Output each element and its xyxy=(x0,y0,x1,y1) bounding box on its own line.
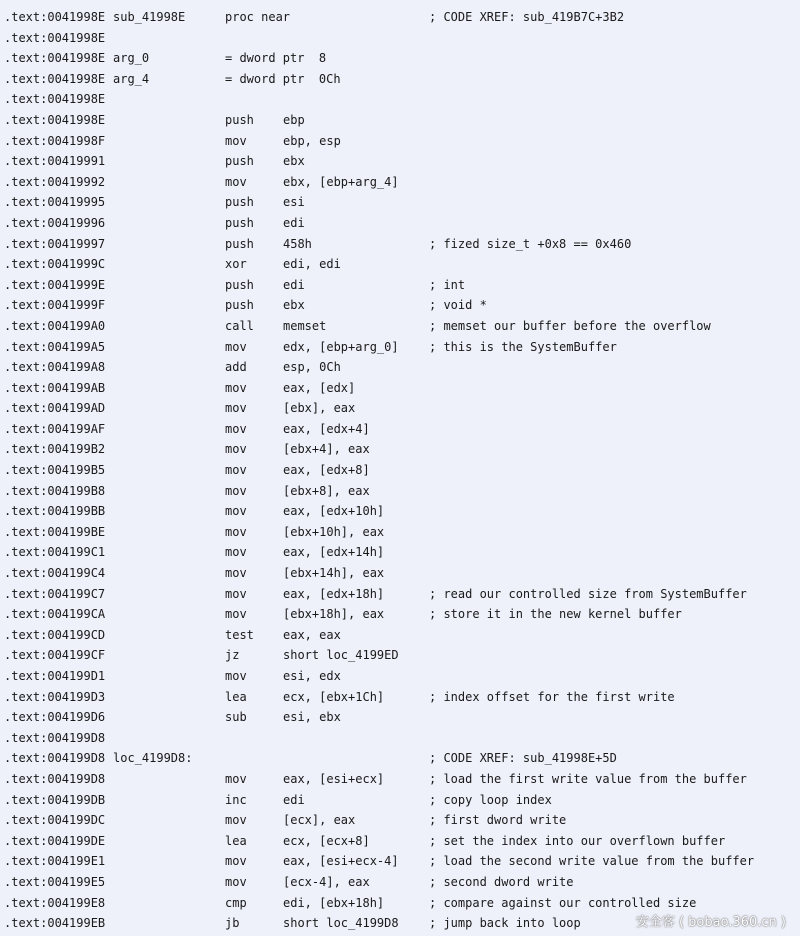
operand-text: esp, 0Ch xyxy=(283,360,341,375)
listing-row[interactable] xyxy=(0,769,800,790)
listing-row[interactable] xyxy=(0,234,800,255)
address-text: .text:004199D6 xyxy=(4,710,106,725)
comment-text: ; memset our buffer before the overflow xyxy=(429,318,711,333)
listing-row[interactable] xyxy=(0,172,800,193)
listing-row[interactable] xyxy=(0,110,800,131)
address-text: .text:004199AB xyxy=(4,380,106,395)
label-text: arg_4 xyxy=(113,71,150,86)
comment-text: ; CODE XREF: sub_419B7C+3B2 xyxy=(429,10,625,24)
mnemonic-text: mov xyxy=(225,566,247,581)
listing-row[interactable] xyxy=(0,28,800,49)
listing-row[interactable] xyxy=(0,790,800,811)
listing-row[interactable] xyxy=(0,522,800,543)
site-watermark: 安全客 ( bobao.360.cn ) xyxy=(635,915,786,930)
mnemonic-text: mov xyxy=(225,504,247,519)
address-text: .text:004199B5 xyxy=(4,463,106,478)
address-text: .text:004199E8 xyxy=(4,895,106,910)
address-text: .text:004199B8 xyxy=(4,483,106,498)
operand-text: ebx xyxy=(283,154,305,169)
address-text: .text:004199A0 xyxy=(4,318,106,333)
mnemonic-text: mov xyxy=(225,401,247,416)
listing-row[interactable] xyxy=(0,275,800,296)
listing-row[interactable] xyxy=(0,584,800,605)
address-text: .text:0041998E xyxy=(4,71,106,86)
listing-row[interactable] xyxy=(0,131,800,152)
address-text: .text:004199D1 xyxy=(4,669,106,683)
operand-text: 458h xyxy=(283,236,312,251)
comment-text: ; read our controlled size from SystemBuffer xyxy=(429,586,747,601)
listing-row[interactable] xyxy=(0,810,800,831)
listing-row[interactable] xyxy=(0,460,800,481)
mnemonic-text: mov xyxy=(225,854,247,869)
operand-text: short loc_4199D8 xyxy=(283,916,399,931)
comment-text: ; jump back into loop xyxy=(429,916,581,931)
operand-text: memset xyxy=(283,318,327,333)
label-text: arg_0 xyxy=(113,51,150,66)
operand-text: edx, [ebp+arg_0] xyxy=(283,339,399,354)
label-text: sub_41998E xyxy=(113,10,186,24)
listing-row[interactable] xyxy=(0,295,800,316)
listing-row[interactable] xyxy=(0,604,800,625)
mnemonic-text: mov xyxy=(225,463,247,478)
listing-row[interactable] xyxy=(0,337,800,358)
listing-row[interactable] xyxy=(0,254,800,275)
address-text: .text:004199D3 xyxy=(4,689,106,704)
address-text: .text:004199BB xyxy=(4,504,106,519)
address-text: .text:004199B2 xyxy=(4,442,106,457)
mnemonic-text: sub xyxy=(225,710,247,725)
mnemonic-text: mov xyxy=(225,874,247,889)
listing-row[interactable] xyxy=(0,357,800,378)
address-text: .text:004199DB xyxy=(4,792,106,807)
comment-text: ; compare against our controlled size xyxy=(429,895,697,910)
listing-row[interactable] xyxy=(0,151,800,172)
mnemonic-text: inc xyxy=(225,792,247,807)
address-text: .text:004199C7 xyxy=(4,586,106,601)
listing-row[interactable] xyxy=(0,439,800,460)
comment-text: ; int xyxy=(429,277,466,292)
listing-row[interactable] xyxy=(0,625,800,646)
mnemonic-text: proc near xyxy=(225,10,291,24)
operand-text: edi, [ebx+18h] xyxy=(283,895,385,910)
comment-text: ; load the second write value from the buffer xyxy=(429,854,755,869)
address-text: .text:004199EB xyxy=(4,916,106,931)
comment-text: ; first dword write xyxy=(429,813,567,828)
listing-row[interactable] xyxy=(0,707,800,728)
operand-text: ebp, esp xyxy=(283,133,341,148)
mnemonic-text: = dword ptr 0Ch xyxy=(225,71,341,86)
mnemonic-text: mov xyxy=(225,669,247,683)
address-text: .text:004199C4 xyxy=(4,566,106,581)
listing-row[interactable] xyxy=(0,7,800,28)
address-text: .text:004199AF xyxy=(4,421,106,436)
label-text: loc_4199D8: xyxy=(113,751,193,766)
operand-text: edi xyxy=(283,792,305,807)
mnemonic-text: mov xyxy=(225,607,247,622)
operand-text: [ebx+10h], eax xyxy=(283,524,385,539)
listing-row[interactable] xyxy=(0,69,800,90)
comment-text: ; store it in the new kernel buffer xyxy=(429,607,682,622)
comment-text: ; this is the SystemBuffer xyxy=(429,339,617,354)
mnemonic-text: mov xyxy=(225,174,247,189)
address-text: .text:00419996 xyxy=(4,215,106,230)
listing-row[interactable] xyxy=(0,481,800,502)
mnemonic-text: push xyxy=(225,236,254,251)
comment-text: ; load the first write value from the buffer xyxy=(429,771,747,786)
comment-text: ; void * xyxy=(429,298,487,313)
mnemonic-text: push xyxy=(225,215,254,230)
listing-row[interactable] xyxy=(0,378,800,399)
listing-row[interactable] xyxy=(0,542,800,563)
address-text: .text:004199D8 xyxy=(4,751,106,766)
address-text: .text:004199A8 xyxy=(4,360,106,375)
address-text: .text:004199D8 xyxy=(4,730,106,745)
listing-row[interactable] xyxy=(0,851,800,872)
operand-text: edi xyxy=(283,215,305,230)
listing-row[interactable] xyxy=(0,872,800,893)
listing-row[interactable] xyxy=(0,192,800,213)
operand-text: eax, [edx] xyxy=(283,380,356,395)
address-text: .text:004199DE xyxy=(4,833,106,848)
mnemonic-text: mov xyxy=(225,421,247,436)
listing-row[interactable] xyxy=(0,316,800,337)
mnemonic-text: mov xyxy=(225,545,247,560)
mnemonic-text: push xyxy=(225,112,254,127)
mnemonic-text: = dword ptr 8 xyxy=(225,51,327,66)
address-text: .text:004199D8 xyxy=(4,771,106,786)
operand-text: [ebx+8], eax xyxy=(283,483,370,498)
operand-text: eax, [edx+8] xyxy=(283,463,370,478)
mnemonic-text: lea xyxy=(225,689,247,704)
disassembly-listing xyxy=(0,7,800,934)
mnemonic-text: push xyxy=(225,277,254,292)
operand-text: [ecx], eax xyxy=(283,813,356,828)
address-text: .text:0041998E xyxy=(4,10,106,24)
operand-text: [ebx+18h], eax xyxy=(283,607,385,622)
address-text: .text:0041998E xyxy=(4,92,106,107)
address-text: .text:0041998E xyxy=(4,51,106,66)
operand-text: edi xyxy=(283,277,305,292)
listing-row[interactable] xyxy=(0,419,800,440)
operand-text: edi, edi xyxy=(283,257,341,272)
mnemonic-text: mov xyxy=(225,483,247,498)
listing-row[interactable] xyxy=(0,398,800,419)
mnemonic-text: lea xyxy=(225,833,247,848)
address-text: .text:00419995 xyxy=(4,195,106,210)
address-text: .text:004199A5 xyxy=(4,339,106,354)
listing-row[interactable] xyxy=(0,89,800,110)
operand-text: [ebx+14h], eax xyxy=(283,566,385,581)
mnemonic-text: call xyxy=(225,318,254,333)
address-text: .text:004199DC xyxy=(4,813,106,828)
operand-text: ebp xyxy=(283,112,305,127)
address-text: .text:0041998E xyxy=(4,30,106,45)
address-text: .text:004199BE xyxy=(4,524,106,539)
mnemonic-text: push xyxy=(225,298,254,313)
mnemonic-text: jb xyxy=(225,916,240,931)
mnemonic-text: mov xyxy=(225,771,247,786)
operand-text: esi, edx xyxy=(283,669,341,683)
listing-row[interactable] xyxy=(0,645,800,666)
comment-text: ; index offset for the first write xyxy=(429,689,675,704)
operand-text: ebx xyxy=(283,298,305,313)
operand-text: ecx, [ebx+1Ch] xyxy=(283,689,385,704)
mnemonic-text: mov xyxy=(225,133,247,148)
operand-text: esi, ebx xyxy=(283,710,341,725)
operand-text: ebx, [ebp+arg_4] xyxy=(283,174,399,189)
mnemonic-text: push xyxy=(225,154,254,169)
address-text: .text:0041999E xyxy=(4,277,106,292)
address-text: .text:0041999F xyxy=(4,298,106,313)
listing-row[interactable] xyxy=(0,501,800,522)
comment-text: ; set the index into our overflown buffer xyxy=(429,833,726,848)
operand-text: eax, [edx+14h] xyxy=(283,545,385,560)
operand-text: eax, [esi+ecx] xyxy=(283,771,385,786)
mnemonic-text: xor xyxy=(225,257,247,272)
listing-row[interactable] xyxy=(0,666,800,687)
address-text: .text:004199CF xyxy=(4,648,106,663)
address-text: .text:004199C1 xyxy=(4,545,106,560)
address-text: .text:0041998F xyxy=(4,133,106,148)
mnemonic-text: test xyxy=(225,627,254,642)
operand-text: eax, [esi+ecx-4] xyxy=(283,854,399,869)
comment-text: ; copy loop index xyxy=(429,792,552,807)
address-text: .text:004199CD xyxy=(4,627,106,642)
listing-row[interactable] xyxy=(0,213,800,234)
address-text: .text:00419991 xyxy=(4,154,106,169)
address-text: .text:0041999C xyxy=(4,257,106,272)
operand-text: ecx, [ecx+8] xyxy=(283,833,370,848)
comment-text: ; second dword write xyxy=(429,874,574,889)
mnemonic-text: push xyxy=(225,195,254,210)
operand-text: eax, [edx+10h] xyxy=(283,504,385,519)
mnemonic-text: mov xyxy=(225,380,247,395)
operand-text: short loc_4199ED xyxy=(283,648,399,663)
listing-row[interactable] xyxy=(0,831,800,852)
listing-row[interactable] xyxy=(0,687,800,708)
address-text: .text:00419997 xyxy=(4,236,106,251)
address-text: .text:004199E1 xyxy=(4,854,106,869)
mnemonic-text: jz xyxy=(225,648,240,663)
mnemonic-text: mov xyxy=(225,813,247,828)
operand-text: [ebx+4], eax xyxy=(283,442,370,457)
address-text: .text:004199CA xyxy=(4,607,106,622)
mnemonic-text: mov xyxy=(225,586,247,601)
mnemonic-text: add xyxy=(225,360,247,375)
listing-row[interactable] xyxy=(0,563,800,584)
operand-text: eax, eax xyxy=(283,627,341,642)
address-text: .text:004199E5 xyxy=(4,874,106,889)
mnemonic-text: cmp xyxy=(225,895,247,910)
comment-text: ; fized size_t +0x8 == 0x460 xyxy=(429,236,632,251)
operand-text: eax, [edx+18h] xyxy=(283,586,385,601)
address-text: .text:00419992 xyxy=(4,174,106,189)
mnemonic-text: mov xyxy=(225,442,247,457)
mnemonic-text: mov xyxy=(225,524,247,539)
listing-row[interactable] xyxy=(0,728,800,749)
operand-text: [ebx], eax xyxy=(283,401,356,416)
address-text: .text:004199AD xyxy=(4,401,106,416)
operand-text: esi xyxy=(283,195,305,210)
comment-text: ; CODE XREF: sub_41998E+5D xyxy=(429,751,617,766)
listing-row[interactable] xyxy=(0,748,800,769)
address-text: .text:0041998E xyxy=(4,112,106,127)
operand-text: [ecx-4], eax xyxy=(283,874,370,889)
listing-row[interactable] xyxy=(0,48,800,69)
operand-text: eax, [edx+4] xyxy=(283,421,370,436)
mnemonic-text: mov xyxy=(225,339,247,354)
